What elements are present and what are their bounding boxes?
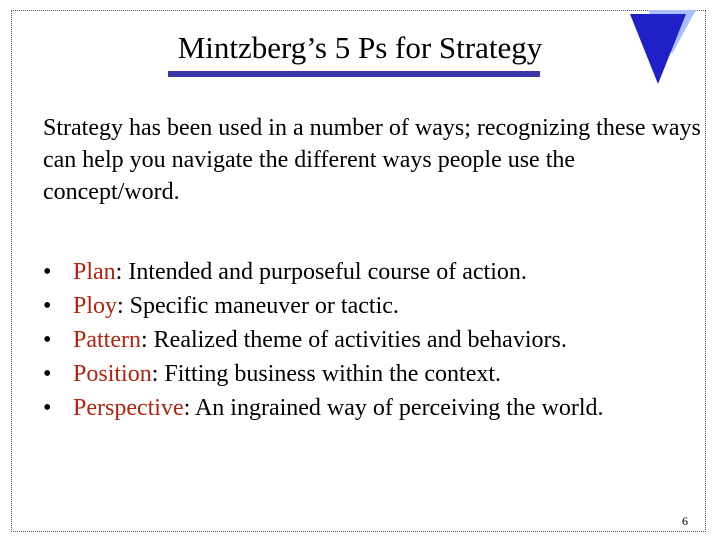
list-item	[43, 357, 713, 391]
title-underline-bar	[168, 71, 540, 77]
list-item	[43, 289, 713, 323]
bullet-term: Ploy	[73, 293, 118, 319]
bullet-term: Pattern	[73, 327, 141, 353]
bullet-text: : Fitting business within the context.	[151, 361, 502, 387]
bullet-text: : Realized theme of activities and behaviors.	[140, 327, 567, 353]
logo-front-triangle	[630, 14, 686, 84]
bullet-icon: •	[43, 361, 52, 387]
ps-bullet-list	[43, 255, 713, 425]
bullet-icon: •	[43, 327, 52, 353]
bullet-icon: •	[43, 259, 52, 285]
list-item	[43, 255, 713, 289]
bullet-text: : Specific maneuver or tactic.	[117, 293, 399, 319]
blue-triangle-logo-icon	[628, 8, 698, 92]
page-number: 6	[682, 514, 688, 528]
bullet-term: Perspective	[73, 395, 184, 421]
list-item	[43, 391, 713, 425]
bullet-icon: •	[43, 395, 52, 421]
bullet-term: Plan	[73, 259, 116, 285]
bullet-text: : An ingrained way of perceiving the world.	[183, 395, 604, 421]
bullet-term: Position	[73, 361, 152, 387]
intro-paragraph: Strategy has been used in a number of ways; recognizing these ways can help you navigate the different ways people use the concept/word.	[43, 115, 701, 205]
bullet-icon: •	[43, 293, 52, 319]
bullet-text: : Intended and purposeful course of action.	[115, 259, 527, 285]
slide-title: Mintzberg’s 5 Ps for Strategy	[177, 30, 543, 65]
list-item	[43, 323, 713, 357]
